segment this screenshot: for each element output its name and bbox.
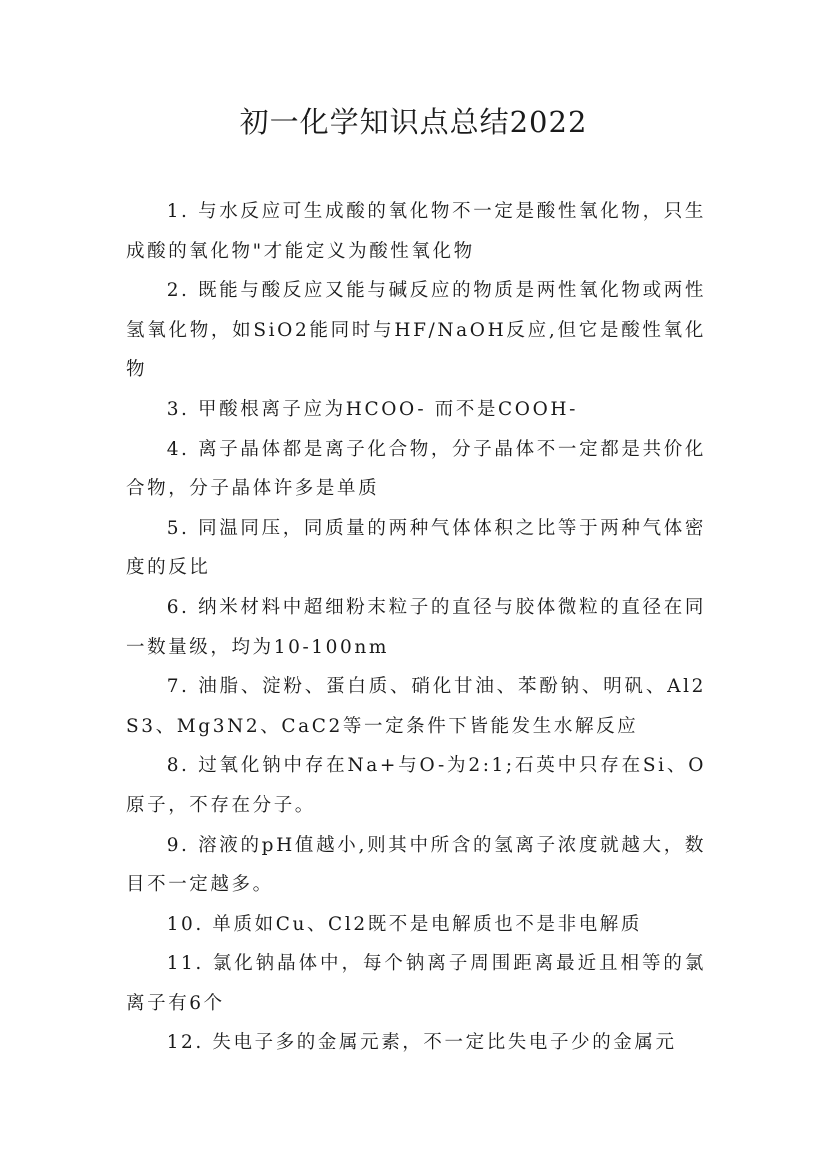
list-item: 12. 失电子多的金属元素，不一定比失电子少的金属元 (166, 1032, 677, 1054)
list-item: 7. 油脂、淀粉、蛋白质、硝化甘油、苯酚钠、明矾、Al2S3、Mg3N2、CaC2等一定条件下皆能发生水解反应 (126, 676, 706, 737)
list-item: 9. 溶液的pH值越小,则其中所含的氢离子浓度就越大，数目不一定越多。 (126, 834, 706, 896)
list-item: 5. 同温同压，同质量的两种气体体积之比等于两种气体密度的反比 (126, 517, 706, 579)
document-title: 初一化学知识点总结2022 (239, 105, 588, 139)
list-item: 11. 氯化钠晶体中，每个钠离子周围距离最近且相等的氯离子有6个 (126, 953, 706, 1014)
list-item: 4. 离子晶体都是离子化合物，分子晶体不一定都是共价化合物，分子晶体许多是单质 (126, 438, 706, 500)
list-item: 8. 过氧化钠中存在Na+与O-为2:1;石英中只存在Si、O原子，不存在分子。 (126, 755, 706, 816)
list-item: 1. 与水反应可生成酸的氧化物不一定是酸性氧化物，只生成酸的氧化物"才能定义为酸性氧化物 (126, 201, 706, 262)
list-item: 10. 单质如Cu、Cl2既不是电解质也不是非电解质 (166, 913, 643, 935)
knowledge-list (126, 192, 706, 1063)
list-item: 6. 纳米材料中超细粉末粒子的直径与胶体微粒的直径在同一数量级，均为10-100nm (126, 596, 706, 658)
list-item: 2. 既能与酸反应又能与碱反应的物质是两性氧化物或两性氢氧化物，如SiO2能同时与HF/NaOH反应,但它是酸性氧化物 (126, 280, 706, 381)
list-item: 3. 甲酸根离子应为HCOO- 而不是COOH- (166, 398, 578, 420)
